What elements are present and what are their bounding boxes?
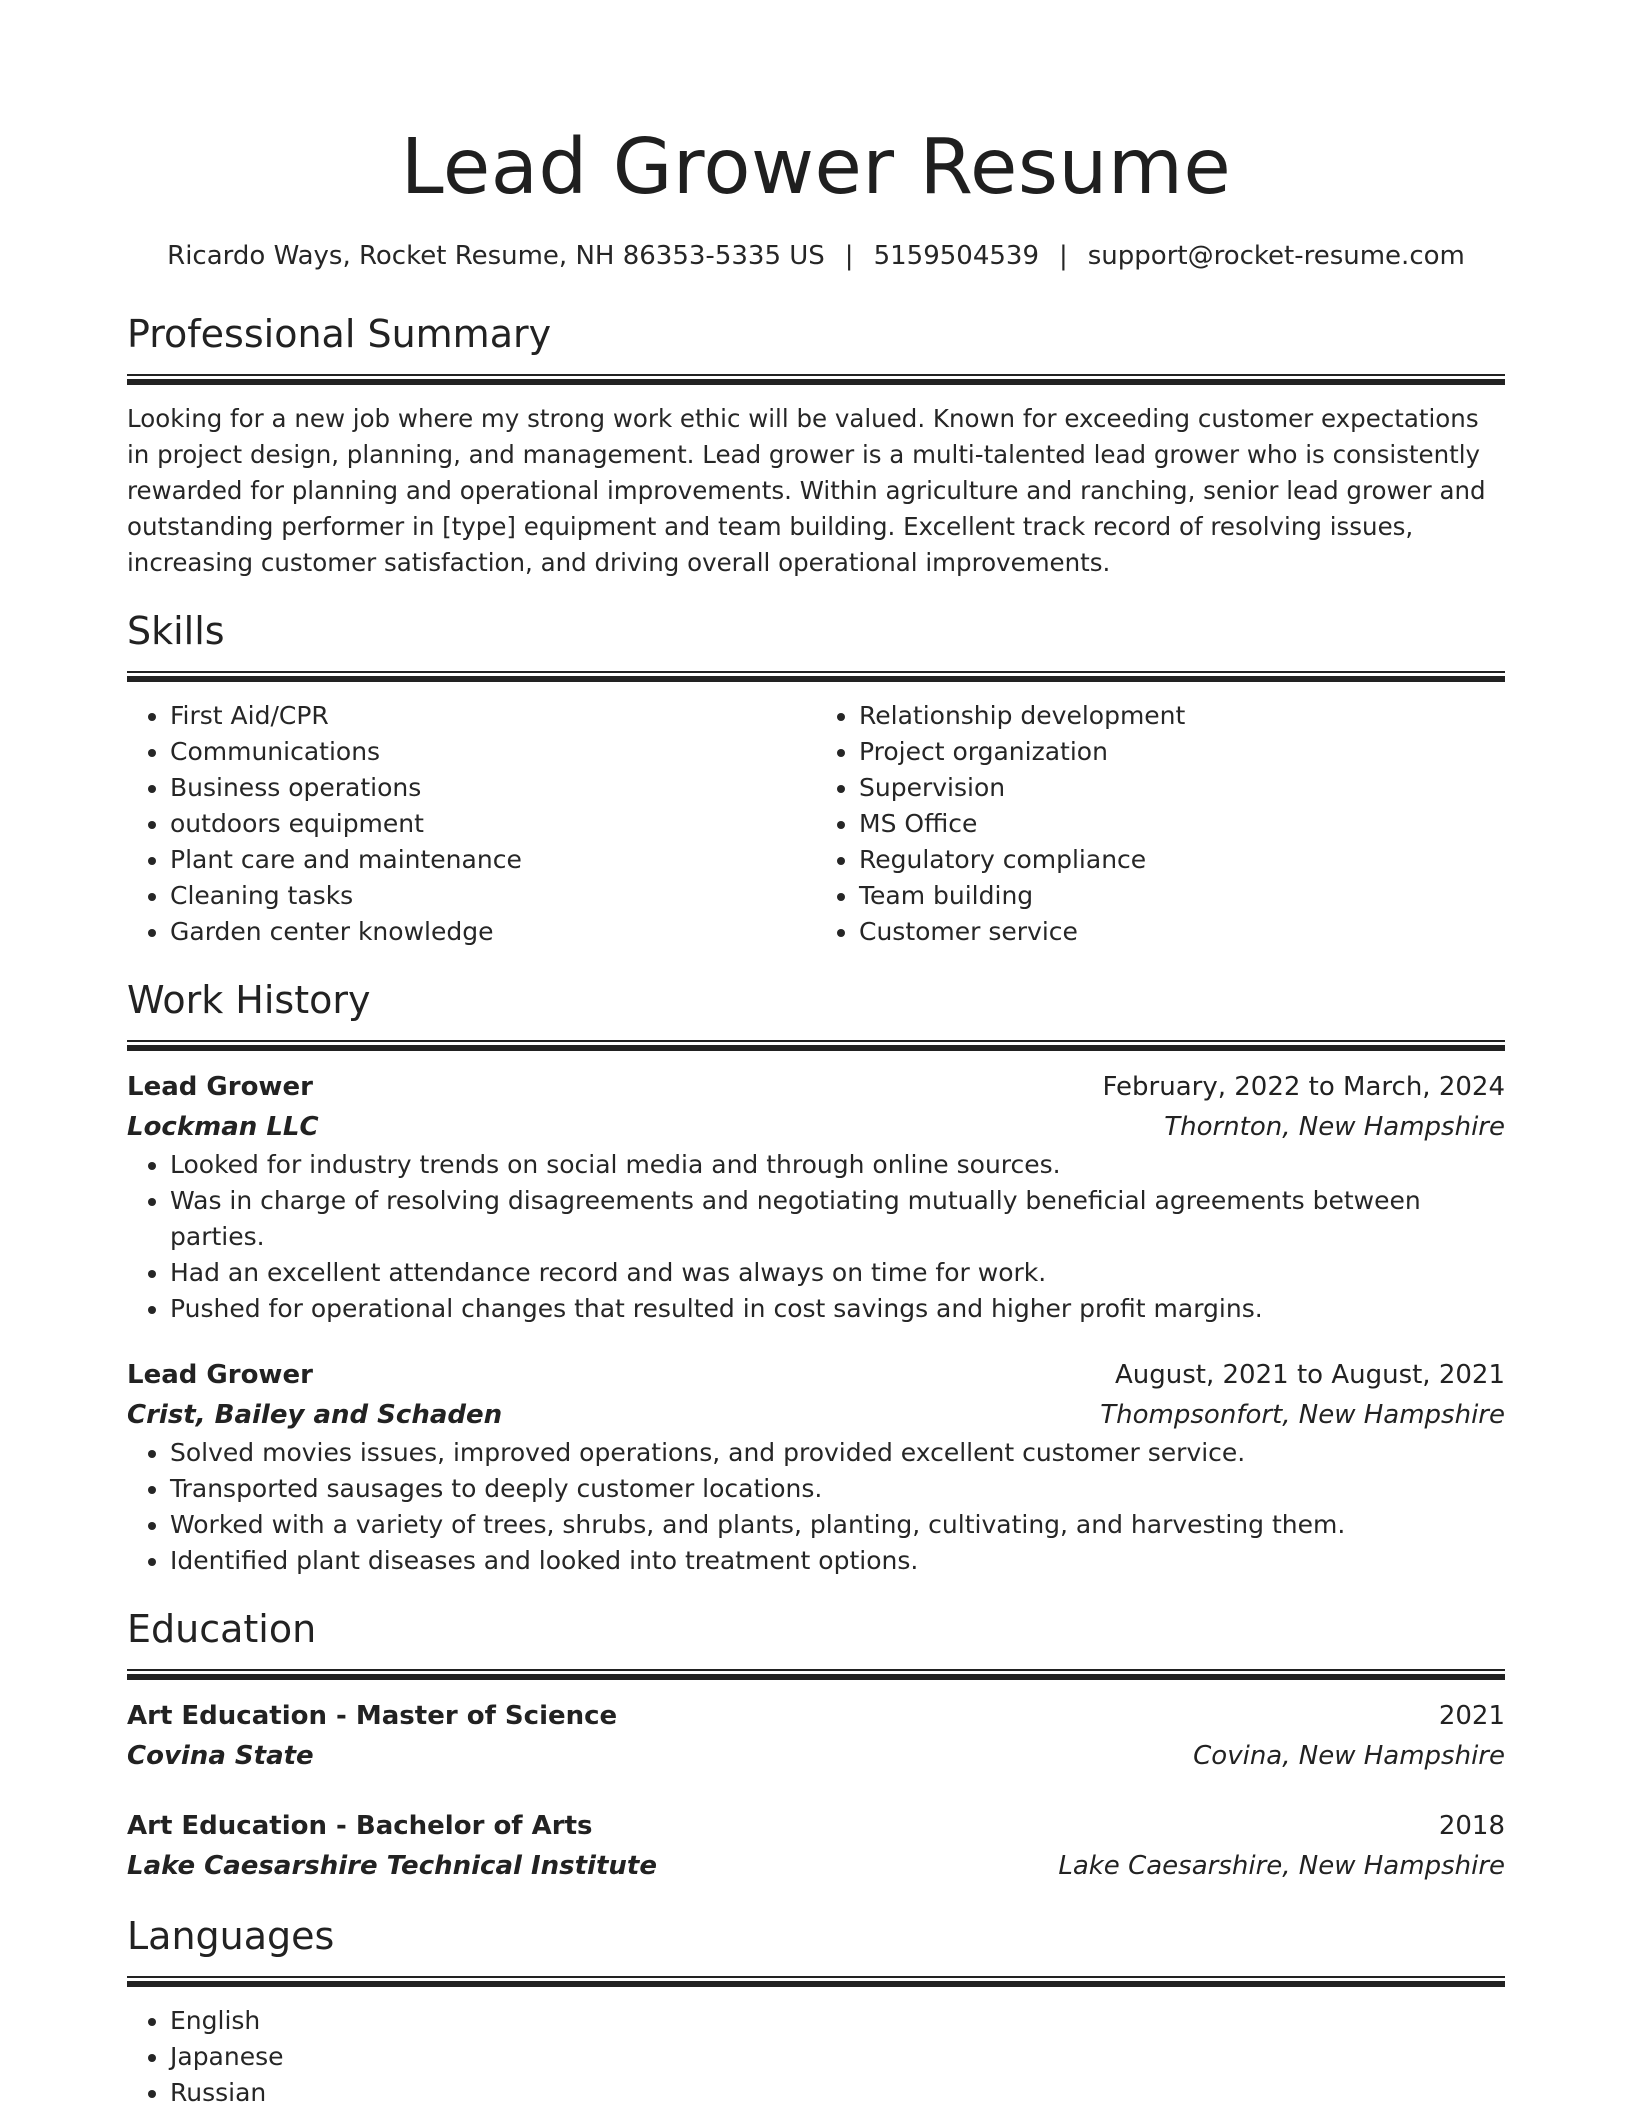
skills-list-right (816, 698, 1505, 950)
contact-separator: | (1058, 241, 1068, 271)
skill-item: • Communications (170, 734, 816, 770)
job-company: Crist, Bailey and Schaden (127, 1400, 503, 1430)
languages-list (127, 2003, 1505, 2111)
education-entry (127, 1696, 1505, 1776)
education-year: 2018 (1438, 1811, 1505, 1841)
education-section (127, 1605, 1505, 1886)
summary-section (127, 310, 1505, 581)
section-divider (127, 1976, 1505, 1987)
job-bullets (127, 1435, 1505, 1579)
skill-item: • Plant care and maintenance (170, 842, 816, 878)
skill-item: • Cleaning tasks (170, 878, 816, 914)
section-divider (127, 1669, 1505, 1680)
job-header (127, 1067, 1505, 1107)
education-header (127, 1696, 1505, 1736)
education-location: Lake Caesarshire, New Hampshire (1058, 1851, 1505, 1881)
skills-list-left (127, 698, 816, 950)
job-bullet: • Pushed for operational changes that resulted in cost savings and higher profit margins. (170, 1291, 1505, 1327)
skill-item: • Business operations (170, 770, 816, 806)
contact-email: support@rocket-resume.com (1087, 241, 1465, 271)
job-dates: February, 2022 to March, 2024 (1102, 1072, 1505, 1102)
contact-address: Ricardo Ways, Rocket Resume, NH 86353-5335 US (167, 241, 825, 271)
skill-item: • Team building (859, 878, 1505, 914)
section-heading-education: Education (127, 1607, 317, 1651)
skills-column-right (816, 698, 1505, 950)
job-bullet: • Was in charge of resolving disagreements and negotiating mutually beneficial agreements between parties. (170, 1183, 1505, 1255)
work-section (127, 976, 1505, 1579)
section-divider (127, 374, 1505, 385)
job-subheader (127, 1395, 1505, 1435)
education-school: Covina State (127, 1741, 314, 1771)
language-item: • Russian (170, 2075, 1505, 2111)
section-divider (127, 1040, 1505, 1051)
education-location: Covina, New Hampshire (1193, 1741, 1505, 1771)
job-dates: August, 2021 to August, 2021 (1115, 1360, 1505, 1390)
skill-item: • MS Office (859, 806, 1505, 842)
skill-item: • Customer service (859, 914, 1505, 950)
section-heading-languages: Languages (127, 1914, 335, 1958)
skill-item: • Project organization (859, 734, 1505, 770)
job-bullet: • Solved movies issues, improved operations, and provided excellent customer service. (170, 1435, 1505, 1471)
job-entry (127, 1355, 1505, 1579)
education-subheader (127, 1736, 1505, 1776)
job-title: Lead Grower (127, 1360, 313, 1390)
job-location: Thornton, New Hampshire (1164, 1112, 1505, 1142)
skills-columns (127, 698, 1505, 950)
resume-page (127, 0, 1505, 2111)
section-heading-skills: Skills (127, 609, 225, 653)
education-degree: Art Education - Master of Science (127, 1701, 618, 1731)
job-bullet: • Had an excellent attendance record and was always on time for work. (170, 1255, 1505, 1291)
job-company: Lockman LLC (127, 1112, 319, 1142)
job-entry (127, 1067, 1505, 1327)
skills-column-left (127, 698, 816, 950)
contact-phone: 5159504539 (873, 241, 1039, 271)
languages-section (127, 1912, 1505, 2111)
job-bullets (127, 1147, 1505, 1327)
skills-section (127, 607, 1505, 950)
skill-item: • Garden center knowledge (170, 914, 816, 950)
skill-item: • Regulatory compliance (859, 842, 1505, 878)
job-bullet: • Worked with a variety of trees, shrubs, and plants, planting, cultivating, and harvesting them. (170, 1507, 1505, 1543)
education-entry (127, 1806, 1505, 1886)
education-school: Lake Caesarshire Technical Institute (127, 1851, 657, 1881)
education-subheader (127, 1846, 1505, 1886)
contact-separator: | (844, 241, 854, 271)
education-degree: Art Education - Bachelor of Arts (127, 1811, 593, 1841)
job-subheader (127, 1107, 1505, 1147)
job-header (127, 1355, 1505, 1395)
skill-item: • Supervision (859, 770, 1505, 806)
section-divider (127, 671, 1505, 682)
job-bullet: • Transported sausages to deeply customer locations. (170, 1471, 1505, 1507)
skill-item: • outdoors equipment (170, 806, 816, 842)
education-year: 2021 (1438, 1701, 1505, 1731)
section-heading-summary: Professional Summary (127, 312, 552, 356)
language-item: • Japanese (170, 2039, 1505, 2075)
contact-line (127, 238, 1505, 274)
section-heading-work: Work History (127, 978, 371, 1022)
skill-item: • First Aid/CPR (170, 698, 816, 734)
skill-item: • Relationship development (859, 698, 1505, 734)
job-bullet: • Looked for industry trends on social media and through online sources. (170, 1147, 1505, 1183)
job-bullet: • Identified plant diseases and looked into treatment options. (170, 1543, 1505, 1579)
job-location: Thompsonfort, New Hampshire (1100, 1400, 1505, 1430)
education-header (127, 1806, 1505, 1846)
job-title: Lead Grower (127, 1072, 313, 1102)
resume-title: Lead Grower Resume (400, 123, 1232, 212)
language-item: • English (170, 2003, 1505, 2039)
summary-text: Looking for a new job where my strong work ethic will be valued. Known for exceeding customer expectations in project design, planning, and management. Lead grower is a multi-talented lead grower who is consistently rewarded for planning and operational improvements. Within agriculture and ranching, senior lead grower and outstanding performer in [type] equipment and team building. Excellent track record of resolving issues, increasing customer satisfaction, and driving overall operational improvements. (127, 404, 1486, 577)
